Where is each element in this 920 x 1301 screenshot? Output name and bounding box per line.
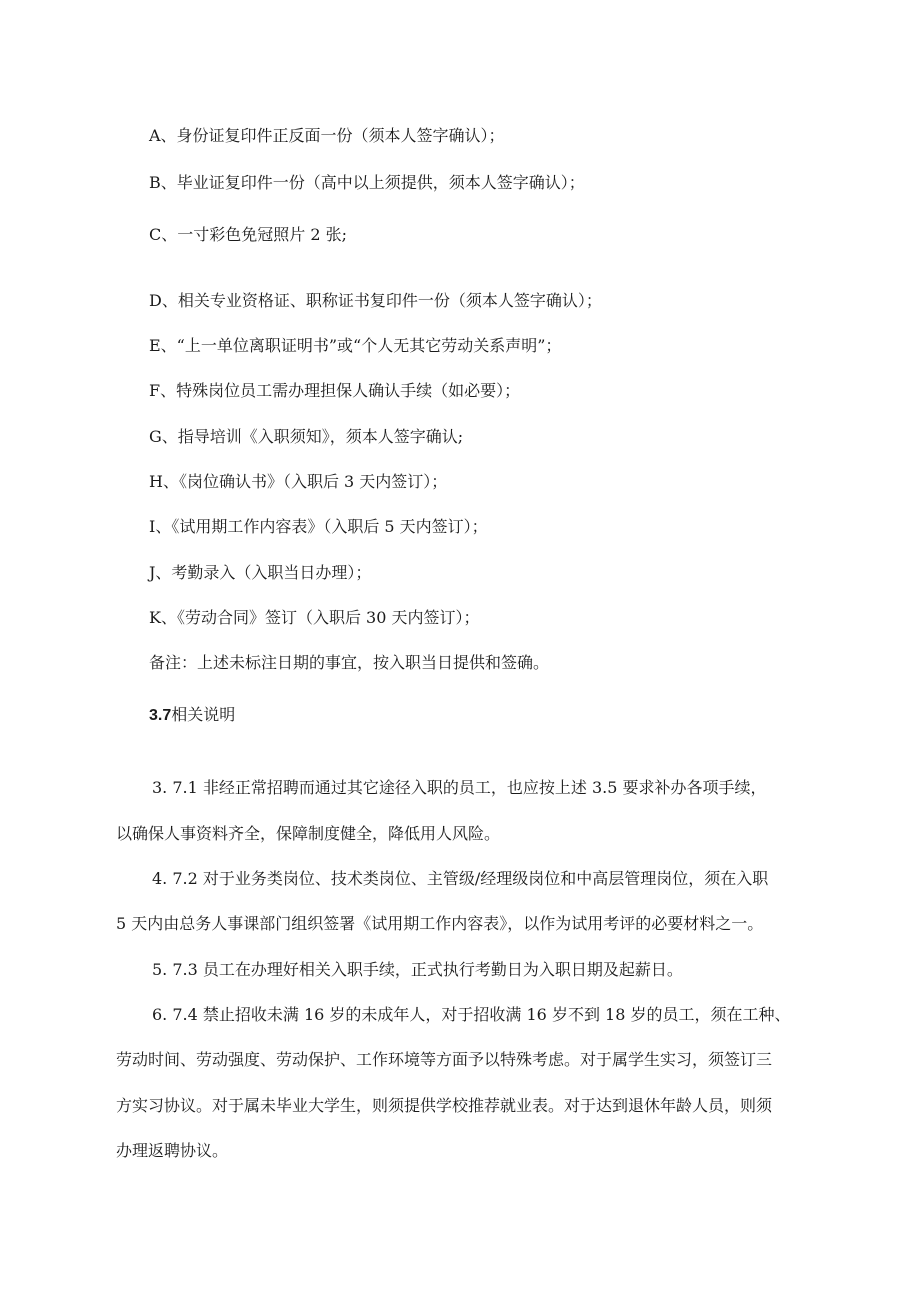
paragraph-2-line-2: 5 天内由总务人事课部门组织签署《试用期工作内容表》，以作为试用考评的必要材料之一。 [116, 914, 764, 933]
list-item-g: G、指导培训《入职须知》，须本人签字确认; [149, 427, 464, 446]
list-item-a: A、身份证复印件正反面一份（须本人签字确认）； [149, 126, 505, 145]
paragraph-4-line-4: 办理返聘协议。 [116, 1141, 229, 1160]
list-item-k: K、《劳动合同》签订（入职后 30 天内签订）； [149, 608, 480, 627]
list-item-f: F、特殊岗位员工需办理担保人确认手续（如必要）； [149, 381, 521, 400]
paragraph-1-line-1: 3. 7.1 非经正常招聘而通过其它途径入职的员工，也应按上述 3.5 要求补办各项手续， [152, 778, 767, 797]
section-heading [149, 706, 235, 726]
list-item-j: J、考勤录入（入职当日办理）； [149, 563, 372, 582]
section-number: 3.7 [149, 707, 172, 724]
list-item-e: E、“上一单位离职证明书”或“个人无其它劳动关系声明”； [149, 336, 562, 355]
list-item-i: I、《试用期工作内容表》（入职后 5 天内签订）； [149, 517, 488, 536]
remark-note: 备注：上述未标注日期的事宜，按入职当日提供和签确。 [149, 653, 550, 672]
list-item-d: D、相关专业资格证、职称证书复印件一份（须本人签字确认）； [149, 291, 602, 310]
paragraph-4-line-2: 劳动时间、劳动强度、劳动保护、工作环境等方面予以特殊考虑。对于属学生实习，须签订三 [116, 1050, 773, 1069]
section-title: 相关说明 [171, 707, 236, 724]
paragraph-1-line-2: 以确保人事资料齐全，保障制度健全，降低用人风险。 [116, 824, 501, 843]
paragraph-2-line-1: 4. 7.2 对于业务类岗位、技术类岗位、主管级/经理级岗位和中高层管理岗位，须在入职 [152, 869, 769, 888]
paragraph-4-line-1: 6. 7.4 禁止招收未满 16 岁的未成年人，对于招收满 16 岁不到 18 岁的员工，须在工种、 [152, 1005, 791, 1024]
list-item-c: C、一寸彩色免冠照片 2 张; [149, 225, 347, 244]
paragraph-3-line-1: 5. 7.3 员工在办理好相关入职手续，正式执行考勤日为入职日期及起薪日。 [152, 960, 683, 979]
list-item-h: H、《岗位确认书》（入职后 3 天内签订）； [149, 472, 448, 491]
list-item-b: B、毕业证复印件一份（高中以上须提供，须本人签字确认）； [149, 173, 585, 192]
paragraph-4-line-3: 方实习协议。对于属未毕业大学生，则须提供学校推荐就业表。对于达到退休年龄人员，则须 [116, 1096, 773, 1115]
